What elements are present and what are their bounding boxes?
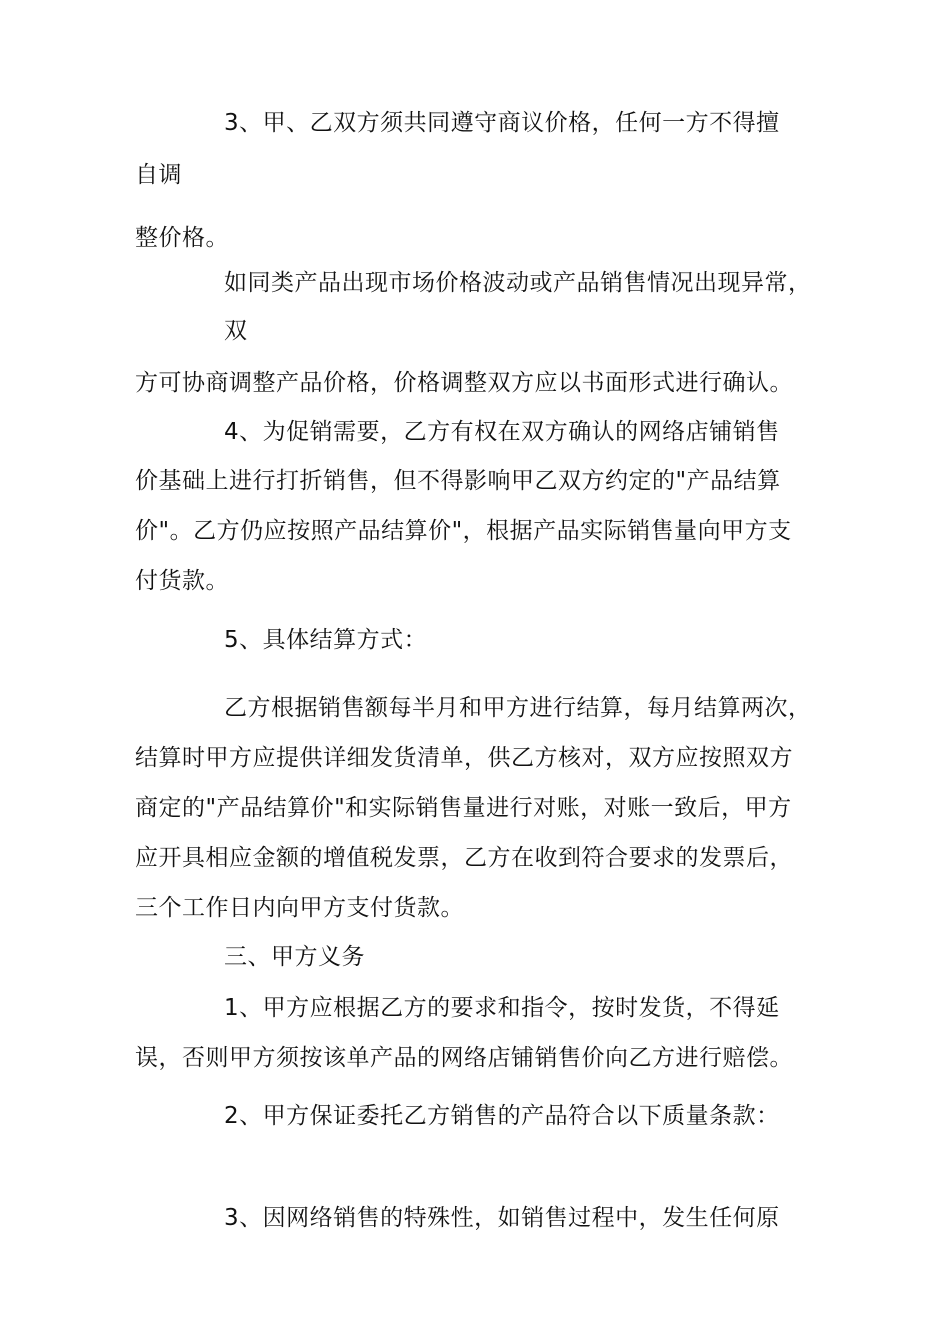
text-line: 3、甲、乙双方须共同遵守商议价格，任何一方不得擅 [224, 110, 780, 136]
text-line: 5、具体结算方式： [224, 627, 428, 653]
text-line: 乙方根据销售额每半月和甲方进行结算，每月结算两次， [224, 695, 812, 721]
text-line: 整价格。 [135, 225, 229, 251]
text-line: 自调 [135, 162, 182, 188]
text-line: 方可协商调整产品价格，价格调整双方应以书面形式进行确认。 [135, 370, 793, 396]
text-line: 结算时甲方应提供详细发货清单，供乙方核对，双方应按照双方 [135, 745, 793, 771]
section-heading: 三、甲方义务 [224, 944, 365, 970]
text-line: 价基础上进行打折销售，但不得影响甲乙双方约定的"产品结算 [135, 468, 781, 494]
text-line: 4、为促销需要，乙方有权在双方确认的网络店铺销售 [224, 419, 780, 445]
text-line: 商定的"产品结算价"和实际销售量进行对账，对账一致后，甲方 [135, 795, 792, 821]
text-line: 如同类产品出现市场价格波动或产品销售情况出现异常， [224, 270, 812, 296]
text-line: 三个工作日内向甲方支付货款。 [135, 895, 464, 921]
text-line: 误，否则甲方须按该单产品的网络店铺销售价向乙方进行赔偿。 [135, 1045, 793, 1071]
text-line: 付货款。 [135, 568, 229, 594]
text-line: 应开具相应金额的增值税发票，乙方在收到符合要求的发票后， [135, 845, 793, 871]
text-line: 2、甲方保证委托乙方销售的产品符合以下质量条款： [224, 1103, 780, 1129]
text-line: 1、甲方应根据乙方的要求和指令，按时发货，不得延 [224, 995, 780, 1021]
text-line: 双 [224, 318, 248, 344]
text-line: 3、因网络销售的特殊性，如销售过程中，发生任何原 [224, 1205, 780, 1231]
text-line: 价"。乙方仍应按照产品结算价"，根据产品实际销售量向甲方支 [135, 518, 792, 544]
